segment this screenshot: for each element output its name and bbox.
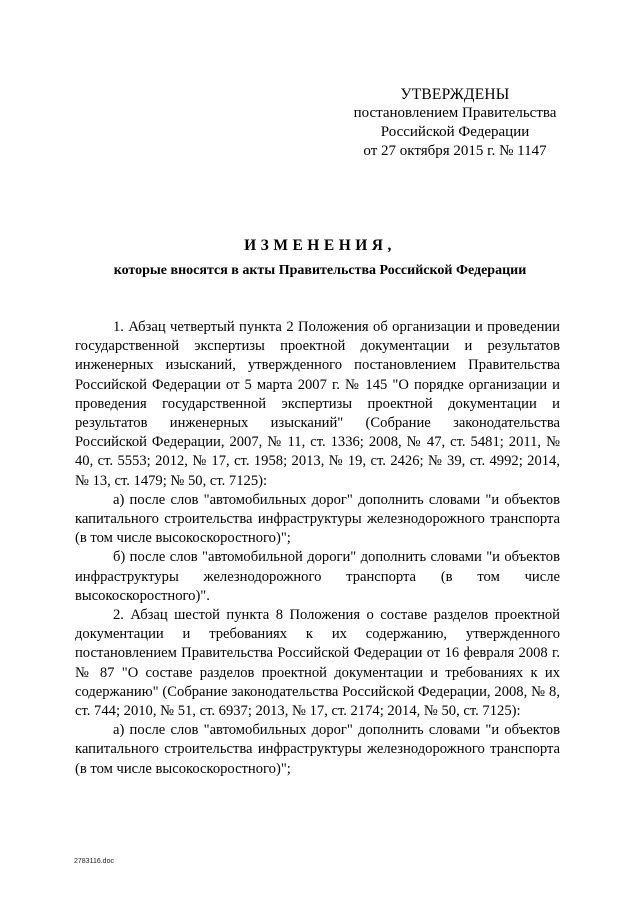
document-title: ИЗМЕНЕНИЯ, bbox=[244, 237, 396, 254]
paragraph-1a: а) после слов "автомобильных дорог" дополнить словами "и объектов капитального строительства инфраструктуры железнодорожного транспорта (в том числе высокоскоростного)"; bbox=[75, 491, 560, 547]
document-subtitle: которые вносятся в акты Правительства Российской Федерации bbox=[113, 263, 527, 278]
approval-line-3: от 27 октября 2015 г. № 1147 bbox=[363, 143, 547, 159]
file-name-footer: 2783116.doc bbox=[74, 858, 114, 865]
approved-label: УТВЕРЖДЕНЫ bbox=[400, 86, 510, 103]
paragraph-2a: а) после слов "автомобильных дорог" дополнить словами "и объектов капитального строительства инфраструктуры железнодорожного транспорта (в том числе высокоскоростного)"; bbox=[75, 722, 560, 777]
approval-line-2: Российской Федерации bbox=[380, 124, 530, 140]
approval-stamp bbox=[330, 85, 580, 161]
document-body bbox=[75, 318, 560, 779]
paragraph-1: 1. Абзац четвертый пункта 2 Положения об организации и проведении государственной экспертизы проектной документации и результатов инженерных изысканий, утвержденного постановлением Правительства Российской Федерации от 5 марта 2007 г. № 145 "О порядке организации и проведения государственной экспертизы проектной документации и результатов инженерных изысканий" (Собрание законодательства Российской Федерации, 2007, № 11, ст. 1336; 2008, № 47, ст. 5481; 2011, № 40, ст. 5553; 2012, № 17, ст. 1958; 2013, № 19, ст. 2426; № 39, ст. 4992; 2014, № 13, ст. 1479; № 50, ст. 7125): bbox=[75, 319, 560, 489]
paragraph-2: 2. Абзац шестой пункта 8 Положения о составе разделов проектной документации и требованиях к их содержанию, утвержденного постановлением Правительства Российской Федерации от 16 февраля 2008 г. № 87 "О составе разделов проектной документации и требованиях к их содержанию" (Собрание законодательства Российской Федерации, 2008, № 8, ст. 744; 2010, № 51, ст. 6937; 2013, № 17, ст. 2174; 2014, № 50, ст. 7125): bbox=[75, 607, 560, 720]
approval-line-1: постановлением Правительства bbox=[353, 105, 557, 121]
paragraph-1b: б) после слов "автомобильной дороги" дополнить словами "и объектов инфраструктуры железнодорожного транспорта (в том числе высокоскоростного)". bbox=[75, 549, 560, 604]
